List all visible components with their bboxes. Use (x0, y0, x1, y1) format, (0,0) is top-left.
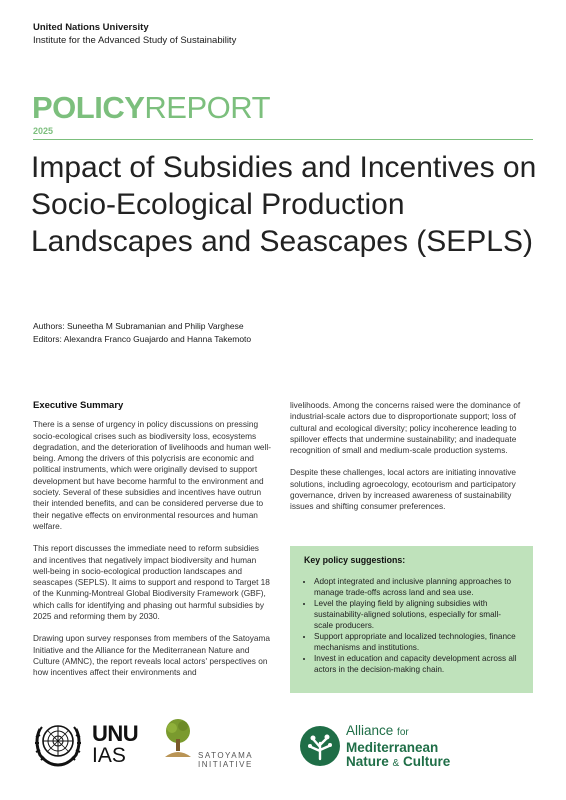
institute-name: Institute for the Advanced Study of Sustainability (33, 35, 237, 46)
credits (33, 320, 251, 346)
right-column (290, 400, 533, 524)
summary-paragraph-4: livelihoods. Among the concerns raised were the dominance of industrial-scale actors due to disproportionate support; loss of cultural and ecological diversity; policy incoherence leading to spillover effects that undermine sustainability; and inadequate recognition of small and medium-scale production systems. (290, 400, 521, 456)
amnc-line3a: Nature (346, 754, 389, 769)
satoyama-line2: INITIATIVE (198, 760, 253, 769)
report-type-bold: POLICY (32, 90, 145, 125)
satoyama-wordmark (198, 751, 253, 769)
report-title: Impact of Subsidies and Incentives on Socio-Ecological Production Landscapes and Seascapes (SEPLS) (31, 151, 537, 258)
editors-line: Editors: Alexandra Franco Guajardo and Hanna Takemoto (33, 334, 252, 344)
un-emblem-icon (30, 715, 86, 771)
amnc-for: for (397, 727, 409, 738)
report-type-light: REPORT (144, 90, 271, 125)
amnc-wordmark (346, 724, 450, 772)
institution-name: United Nations University (33, 22, 149, 33)
amnc-tree-icon (299, 725, 341, 767)
key-policy-item: • Adopt integrated and inclusive planning approaches to manage trade-offs across land and sea use. (314, 576, 519, 598)
key-policy-item: • Level the playing field by aligning subsidies with sustainability-aligned solutions, especially for small-scale producers. (314, 598, 519, 631)
authors-line: Authors: Suneetha M Subramanian and Philip Varghese (33, 321, 244, 331)
unu-wordmark: UNU (92, 721, 139, 746)
key-policy-list (304, 576, 519, 675)
summary-paragraph-2: This report discusses the immediate need to reform subsidies and incentives that negatively impact biodiversity and human well-being in socio-ecological production landscapes and seascapes (SEPLS). It aims to support and respond to Target 18 of the Kunming-Montreal Global Biodiversity Framework (GBF), which calls for identifying and phasing out harmful subsidies by 2025 and reforming them by 2030. (33, 543, 270, 622)
report-year: 2025 (33, 126, 54, 136)
summary-paragraph-1: There is a sense of urgency in policy discussions on pressing socio-ecological crises such as biodiversity loss, ecosystems degradation, and the deterioration of livelihoods and human well-being. Among the drivers of this polycrisis are economic and political instruments, which were originally devised to support development but have become harmful to the environment and society. Several of these subsidies and incentives have outrun their intended benefits, and can be considered perverse due to their negative effects on environmental resources and human welfare. (33, 419, 272, 531)
summary-paragraph-3: Drawing upon survey responses from members of the Satoyama Initiative and the Alliance for the Mediterranean Nature and Culture (AMNC), the report reveals local actors' perspectives on how incentives affect their environments and (33, 633, 271, 678)
key-policy-item: • Invest in education and capacity development across all actors in the decision-making chain. (314, 653, 519, 675)
executive-summary-heading: Executive Summary (33, 400, 124, 411)
amnc-amp: & (392, 758, 400, 769)
left-column (33, 400, 271, 690)
institution-header (33, 21, 236, 47)
satoyama-line1: SATOYAMA (198, 751, 254, 760)
key-policy-item: • Support appropriate and localized technologies, finance mechanisms and institutions. (314, 631, 519, 653)
header-divider (33, 139, 533, 140)
key-policy-heading: Key policy suggestions: (304, 555, 406, 565)
key-policy-box (290, 546, 533, 693)
amnc-line3b: Culture (402, 754, 451, 769)
summary-paragraph-5: Despite these challenges, local actors are initiating innovative solutions, including agroecology, ecotourism and participatory governance, driven by increased awareness of sustainability issues and shifting consumer preferences. (290, 467, 516, 512)
amnc-line2: Mediterranean (346, 739, 439, 755)
partner-logos (0, 715, 566, 785)
amnc-line1: Alliance (346, 723, 394, 738)
ias-wordmark: IAS (92, 744, 126, 767)
satoyama-tree-icon (163, 717, 193, 759)
report-type-label (32, 92, 270, 124)
